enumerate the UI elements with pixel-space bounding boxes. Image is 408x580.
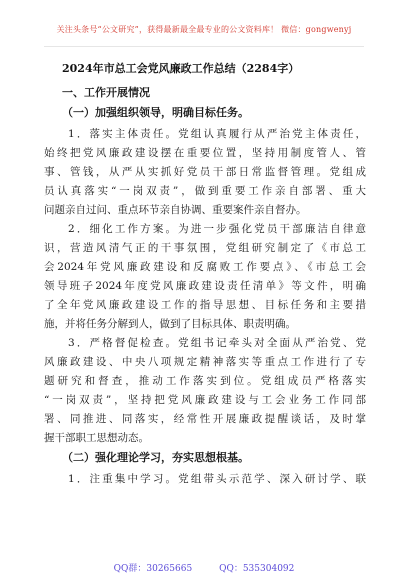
section-heading: 一、工作开展情况 (62, 86, 150, 99)
header-note: 关注头条号“公文研究”，获得最新最全最专业的公文资料库！ 微信：gongwenyj (56, 25, 352, 34)
paragraph-line: “一岗双责”，坚持把党风廉政建设与工会业务工作同部 (44, 394, 366, 406)
paragraph-line: 事、管钱，从严从实抓好党员干部日常监督管理。党组成 (44, 166, 366, 178)
paragraph-line: 施，并将任务分解到人，做到了目标具体、职责明确。 (44, 318, 296, 330)
paragraph-line: 员认真落实“一岗双责”，做到重要工作亲自部署、重大 (44, 185, 366, 197)
paragraph-line: 握干部职工思想动态。 (44, 432, 149, 444)
paragraph-line: 始终把党风廉政建设摆在重要位置，坚持用制度管人、管 (44, 147, 366, 159)
paragraph-line: 署、同推进、同落实，经常性开展廉政提醒谈话，及时掌 (44, 413, 366, 425)
subsection-heading: （一）加强组织领导，明确目标任务。 (62, 106, 249, 119)
paragraph-line: 会2024年党风廉政建设和反腐败工作要点》、《市总工会 (44, 261, 366, 273)
paragraph-line: 题研究和督查，推动工作落实到位。党组成员严格落实 (44, 375, 366, 387)
paragraph-line: 领导班子2024年度党风廉政建设责任清单》等文件，明确 (44, 280, 366, 292)
paragraph-line: 1．注重集中学习。党组带头示范学、深入研讨学、联 (68, 473, 366, 485)
footer-qq-group: QQ群：30265665 (113, 564, 193, 574)
document-title: 2024年市总工会党风廉政工作总结（2284字） (62, 62, 300, 75)
subsection-heading: （二）强化理论学习，夯实思想根基。 (62, 451, 249, 464)
footer-contact (0, 561, 408, 574)
paragraph-line: 1．落实主体责任。党组认真履行从严治党主体责任， (68, 128, 366, 140)
paragraph-line: 了全年党风廉政建设工作的指导思想、目标任务和主要措 (44, 299, 366, 311)
paragraph-line: 2．细化工作方案。为进一步强化党员干部廉洁自律意 (68, 223, 366, 235)
footer-qq: QQ：535304092 (219, 564, 295, 574)
paragraph-line: 3．严格督促检查。党组书记牵头对全面从严治党、党 (68, 337, 366, 349)
paragraph-line: 识，营造风清气正的干事氛围，党组研究制定了《市总工 (44, 242, 366, 254)
header-divider (44, 46, 364, 47)
paragraph-line: 问题亲自过问、重点环节亲自协调、重要案件亲自督办。 (44, 204, 307, 216)
paragraph-line: 风廉政建设、中央八项规定精神落实等重点工作进行了专 (44, 356, 366, 368)
